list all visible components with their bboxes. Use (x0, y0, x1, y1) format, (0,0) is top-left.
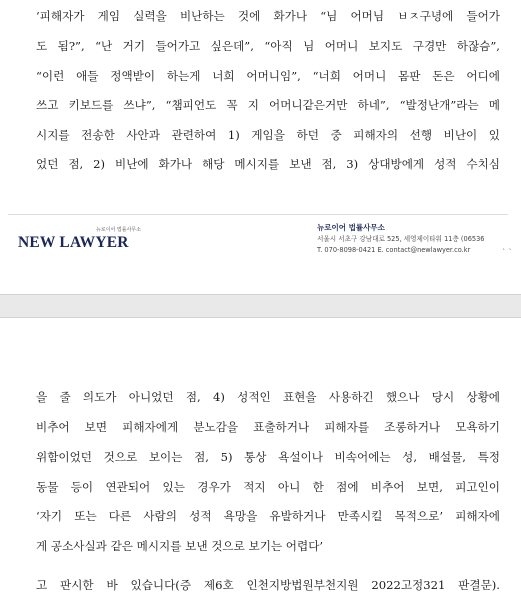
body-text-line: 도 됨?”, “난 거기 들어가고 싶은데”, “아직 님 어머니 보지도 구경만 하잖슴”, (36, 39, 500, 53)
firm-address: 서울시 서초구 강남대로 525, 세영제이타워 11층 (06536 (317, 235, 485, 243)
body-text-line: ‘피해자가 게임 실력을 비난하는 것에 화가나 “님 어머님 ㅂㅈ구녕에 들어가 (36, 9, 500, 23)
page-gap (0, 294, 521, 318)
body-text-line: 비추어 보면 피해자에게 분노감을 표출하거나 피해자를 조롱하거나 모욕하기 (36, 420, 500, 434)
body-text-line: 위함이었던 것으로 보이는 점, 5) 통상 욕설이나 비속어에는 성, 배설물, 특정 (36, 450, 500, 464)
body-text-line: 고 판시한 바 있습니다(증 제6호 인천지방법원부천지원 2022고정321 판결문). (36, 578, 500, 592)
body-text-line: 쓰고 키보드를 쓰냐”, “챔피언도 꼭 지 어머니같은거만 하네”, “발정난개”라는 메 (36, 98, 500, 112)
logo-wordmark: NEW LAWYER (18, 234, 129, 251)
firm-name: 뉴로이어 법률사무소 (317, 223, 385, 232)
firm-phone-email: T. 070-8098-0421 E. contact@newlawyer.co.kr (317, 246, 471, 254)
newlawyer-logo (18, 226, 142, 254)
firm-contact-block (317, 222, 484, 256)
body-text-line: “이런 애들 정액받이 하는게 너희 어머니임”, “너희 어머니 몸판 돈은 어디에 (36, 69, 500, 83)
body-text-line: 게 공소사실과 같은 메시지를 보낸 것으로 보기는 어렵다’ (36, 539, 324, 553)
body-text-line: 었던 점, 2) 비난에 화가나 해당 메시지를 보낸 점, 3) 상대방에게 성적 수치심 (36, 157, 500, 171)
document-page-bottom (0, 318, 521, 616)
logo-tagline: 뉴로이어 법률사무소 (96, 227, 142, 233)
corner-mark: ` ` (502, 248, 513, 257)
body-text-line: 시지를 전송한 사안과 관련하여 1) 게임을 하던 중 피해자의 선행 비난이 있 (36, 128, 500, 142)
body-text-line: 을 줄 의도가 아니었던 점, 4) 성적인 표현을 사용하긴 했으나 당시 상황에 (36, 390, 500, 404)
footer-divider (8, 214, 508, 215)
body-text-line: 동물 등이 연관되어 있는 경우가 적지 아니 한 점에 비추어 보면, 피고인이 (36, 480, 500, 494)
body-text-line: ‘자기 또는 다른 사람의 성적 욕망을 유발하거나 만족시킬 목적으로’ 피해자에 (36, 509, 500, 523)
document-page-top (0, 0, 521, 294)
